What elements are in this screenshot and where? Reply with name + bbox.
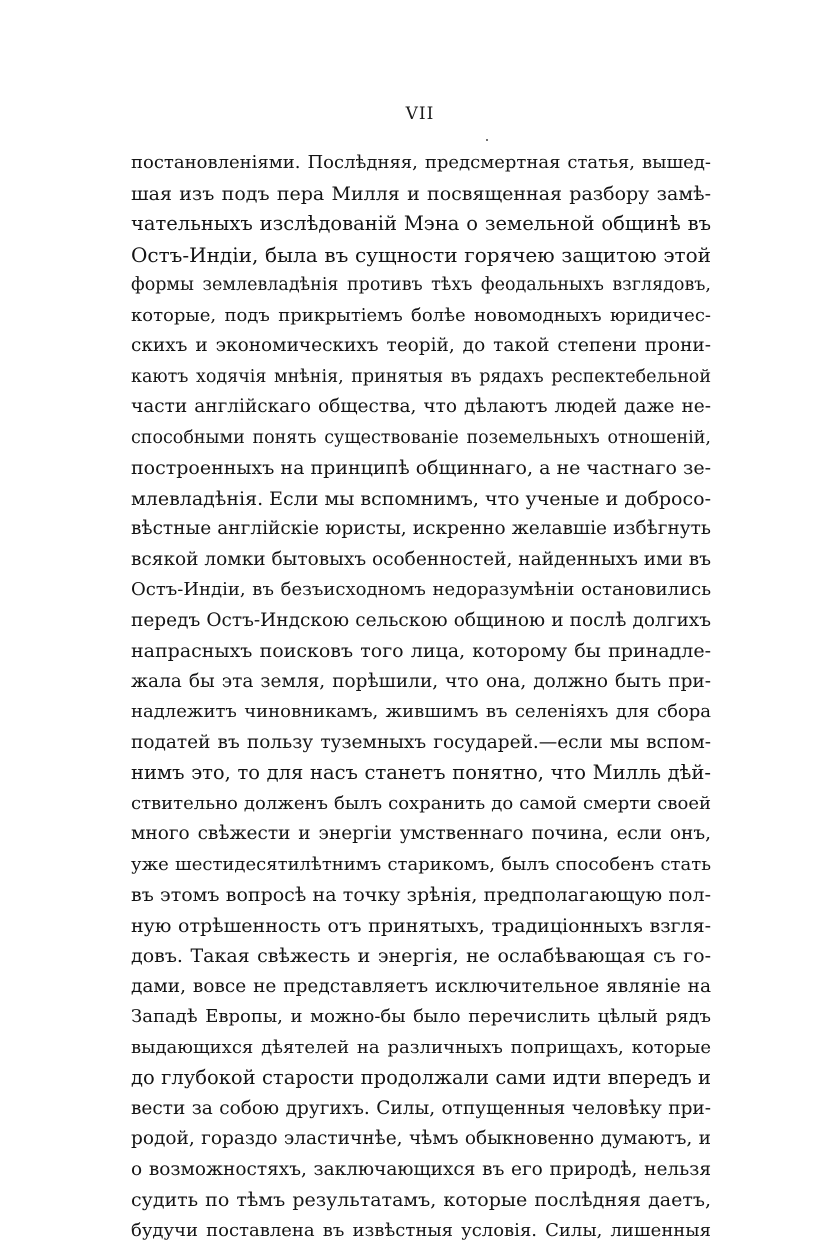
text-line: Остъ-Индіи, въ безъисходномъ недоразумѣніи остановились bbox=[131, 575, 711, 606]
text-line: скихъ и экономическихъ теорій, до такой степени прони- bbox=[131, 331, 711, 362]
text-line: Западѣ Европы, и можно-бы было перечислить цѣлый рядъ bbox=[131, 1002, 711, 1033]
text-line: части англійскаго общества, что дѣлаютъ людей даже не- bbox=[131, 392, 711, 423]
page-number: VII bbox=[0, 104, 840, 124]
text-line: податей въ пользу туземныхъ государей.—если мы вспом- bbox=[131, 728, 711, 759]
text-line: родой, гораздо эластичнѣе, чѣмъ обыкновенно думаютъ, и bbox=[131, 1124, 711, 1155]
text-line: судить по тѣмъ результатамъ, которые послѣдняя даетъ, bbox=[131, 1185, 711, 1216]
text-line: вести за собою другихъ. Силы, отпущенныя человѣку при- bbox=[131, 1094, 711, 1125]
text-line: каютъ ходячія мнѣнія, принятыя въ рядахъ респектебельной bbox=[131, 362, 711, 393]
text-line: уже шестидесятилѣтнимъ старикомъ, былъ способенъ стать bbox=[131, 850, 711, 881]
text-line: жала бы эта земля, порѣшили, что она, должно быть при- bbox=[131, 667, 711, 698]
text-line: млевладѣнія. Если мы вспомнимъ, что ученые и добросо- bbox=[131, 484, 711, 515]
text-line: напрасныхъ поисковъ того лица, которому бы принадле- bbox=[131, 636, 711, 667]
body-text bbox=[131, 148, 711, 1246]
text-line: шая изъ подъ пера Милля и посвященная разбору замѣ- bbox=[131, 179, 711, 210]
text-line: построенныхъ на принципѣ общиннаго, а не частнаго зе- bbox=[131, 453, 711, 484]
text-line: способными понять существованіе поземельныхъ отношеній, bbox=[131, 423, 711, 454]
text-line: чательныхъ изслѣдованій Мэна о земельной общинѣ въ bbox=[131, 209, 711, 240]
text-line: Остъ-Индіи, была въ сущности горячею защитою этой bbox=[131, 240, 711, 271]
text-line: ствительно долженъ былъ сохранить до самой смерти своей bbox=[131, 789, 711, 820]
text-line: передъ Остъ-Индскою сельскою общиною и послѣ долгихъ bbox=[131, 606, 711, 637]
text-line: въ этомъ вопросѣ на точку зрѣнія, предполагающую пол- bbox=[131, 880, 711, 911]
text-line: вѣстные англійскіе юристы, искренно желавшіе избѣгнуть bbox=[131, 514, 711, 545]
text-line: надлежитъ чиновникамъ, жившимъ въ селеніяхъ для сбора bbox=[131, 697, 711, 728]
text-line: которые, подъ прикрытіемъ болѣе новомодныхъ юридичес- bbox=[131, 301, 711, 332]
text-line: нимъ это, то для насъ станетъ понятно, что Милль дѣй- bbox=[131, 758, 711, 789]
text-line: дами, вовсе не представляетъ исключительное являніе на bbox=[131, 972, 711, 1003]
text-line: до глубокой старости продолжали сами идти впередъ и bbox=[131, 1063, 711, 1094]
text-line: будучи поставлена въ извѣстныя условія. Силы, лишенныя bbox=[131, 1216, 711, 1246]
print-speck bbox=[486, 139, 488, 141]
text-line: о возможностяхъ, заключающихся въ его природѣ, нельзя bbox=[131, 1155, 711, 1186]
text-line: довъ. Такая свѣжесть и энергія, не ослабѣвающая съ го- bbox=[131, 941, 711, 972]
text-line: много свѣжести и энергіи умственнаго почина, если онъ, bbox=[131, 819, 711, 850]
text-line: формы землевладѣнія противъ тѣхъ феодальныхъ взглядовъ, bbox=[131, 270, 711, 301]
text-line: ную отрѣшенность отъ принятыхъ, традиціонныхъ взгля- bbox=[131, 911, 711, 942]
text-line: постановленіями. Послѣдняя, предсмертная статья, вышед- bbox=[131, 148, 711, 179]
text-line: всякой ломки бытовыхъ особенностей, найденныхъ ими въ bbox=[131, 545, 711, 576]
text-line: выдающихся дѣятелей на различныхъ поприщахъ, которые bbox=[131, 1033, 711, 1064]
